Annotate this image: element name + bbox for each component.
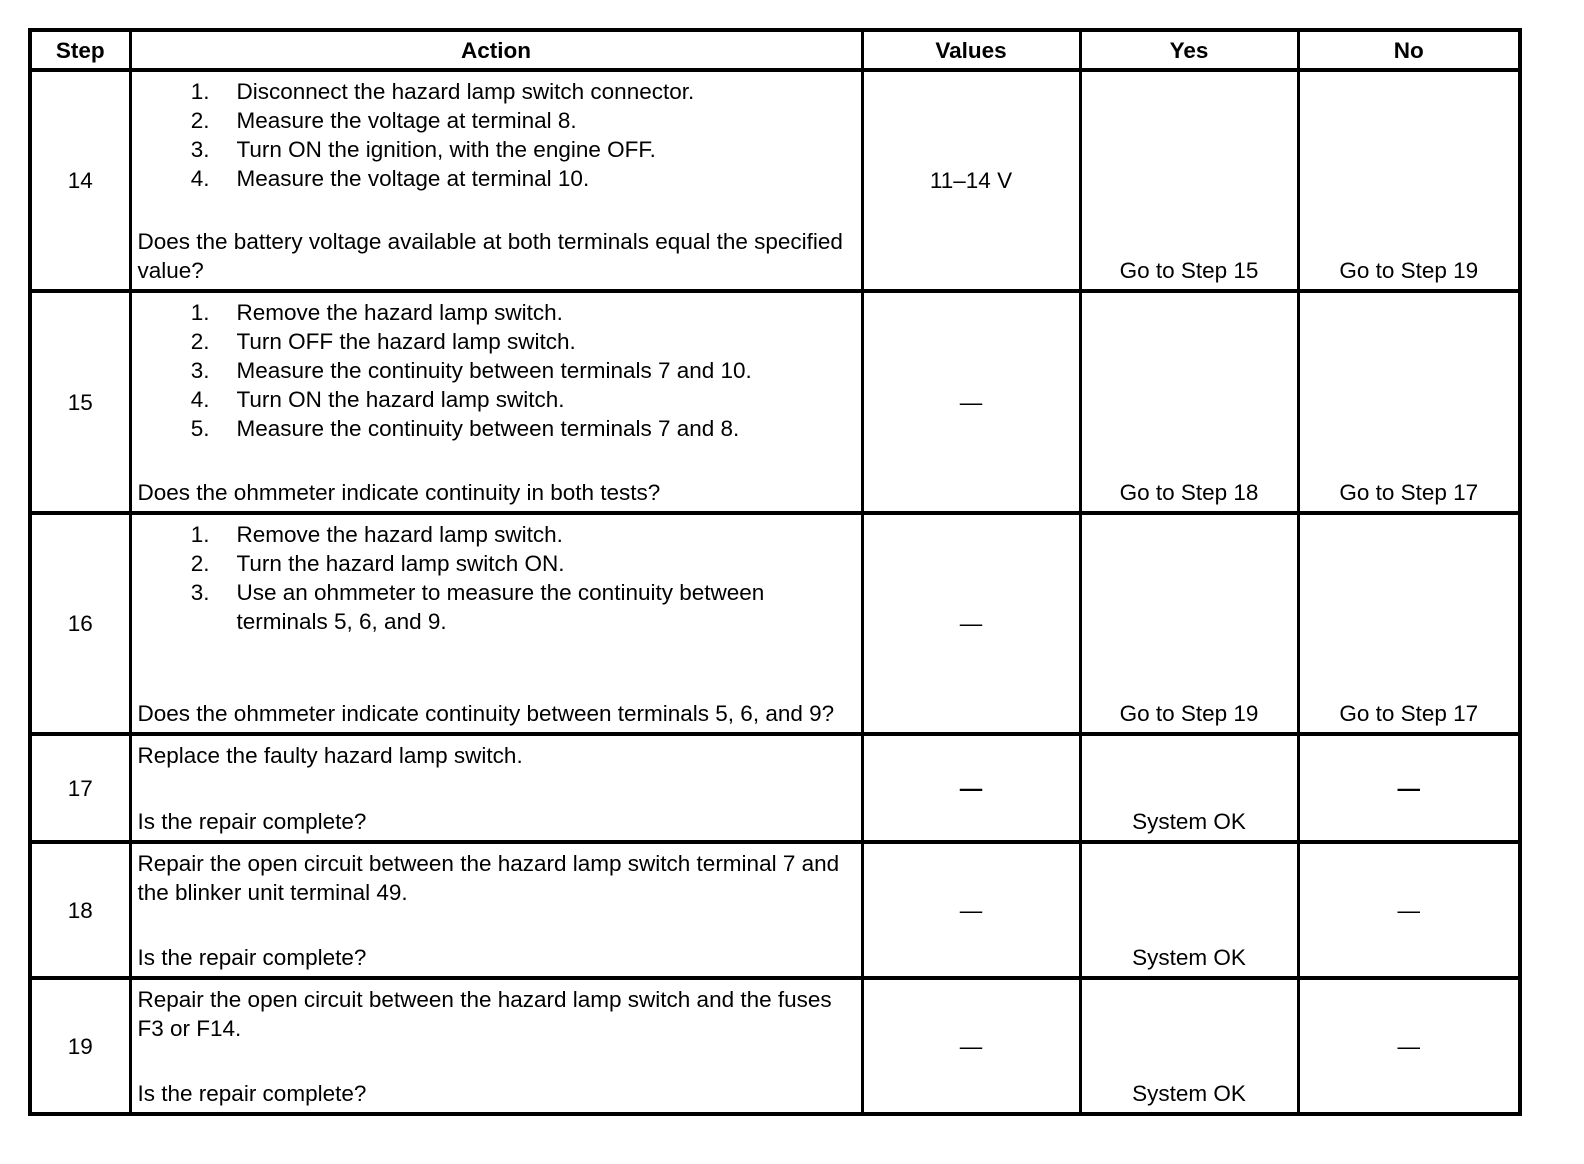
- yes-cell: System OK: [1080, 978, 1298, 1114]
- yes-cell: Go to Step 15: [1080, 70, 1298, 291]
- value-cell: —: [862, 291, 1080, 513]
- no-cell: —: [1298, 734, 1520, 842]
- header-step: Step: [30, 30, 130, 70]
- action-cell: [130, 291, 862, 513]
- no-cell: —: [1298, 842, 1520, 978]
- no-cell: Go to Step 17: [1298, 291, 1520, 513]
- list-item: 1. Remove the hazard lamp switch.: [190, 300, 563, 325]
- no-cell: Go to Step 19: [1298, 70, 1520, 291]
- step-number: 15: [30, 291, 130, 513]
- action-text: Replace the faulty hazard lamp switch.: [137, 743, 523, 768]
- step-number: 16: [30, 513, 130, 734]
- yes-cell: System OK: [1080, 734, 1298, 842]
- step-number: 19: [30, 978, 130, 1114]
- action-text: Repair the open circuit between the hazard lamp switch terminal 7 and the blinker unit terminal 49.: [137, 851, 840, 905]
- table-row: [30, 978, 1520, 1114]
- step-number: 18: [30, 842, 130, 978]
- action-question: Does the battery voltage available at both terminals equal the specified value?: [137, 229, 843, 283]
- action-cell: [130, 734, 862, 842]
- action-steps: [138, 298, 855, 443]
- value-cell: —: [862, 734, 1080, 842]
- list-item: 4. Turn ON the hazard lamp switch.: [190, 387, 565, 412]
- table-row: [30, 70, 1520, 291]
- value-cell: —: [862, 513, 1080, 734]
- table-row: [30, 513, 1520, 734]
- table-row: [30, 842, 1520, 978]
- action-question: Does the ohmmeter indicate continuity in both tests?: [137, 480, 661, 505]
- action-question: Is the repair complete?: [137, 1081, 367, 1106]
- action-steps: [138, 77, 855, 193]
- action-question: Is the repair complete?: [137, 809, 367, 834]
- diagnostic-table: [28, 28, 1522, 1116]
- list-item: 1. Disconnect the hazard lamp switch connector.: [190, 79, 695, 104]
- list-item: 2. Turn the hazard lamp switch ON.: [190, 551, 565, 576]
- list-item: 2. Measure the voltage at terminal 8.: [190, 108, 577, 133]
- action-cell: [130, 978, 862, 1114]
- action-steps: [138, 520, 855, 636]
- list-item: 3. Measure the continuity between terminals 7 and 10.: [190, 358, 752, 383]
- no-cell: —: [1298, 978, 1520, 1114]
- action-cell: [130, 513, 862, 734]
- list-item: 3. Turn ON the ignition, with the engine OFF.: [190, 137, 656, 162]
- list-item: 4. Measure the voltage at terminal 10.: [190, 166, 590, 191]
- header-yes: Yes: [1080, 30, 1298, 70]
- header-action: Action: [130, 30, 862, 70]
- action-cell: [130, 70, 862, 291]
- value-cell: —: [862, 842, 1080, 978]
- list-item: 1. Remove the hazard lamp switch.: [190, 522, 563, 547]
- value-cell: 11–14 V: [862, 70, 1080, 291]
- list-item: 3. Use an ohmmeter to measure the continuity between terminals 5, 6, and 9.: [190, 580, 765, 634]
- yes-cell: System OK: [1080, 842, 1298, 978]
- action-text: Repair the open circuit between the hazard lamp switch and the fuses F3 or F14.: [137, 987, 832, 1041]
- step-number: 14: [30, 70, 130, 291]
- table-row: [30, 291, 1520, 513]
- yes-cell: Go to Step 18: [1080, 291, 1298, 513]
- step-number: 17: [30, 734, 130, 842]
- no-cell: Go to Step 17: [1298, 513, 1520, 734]
- action-question: Does the ohmmeter indicate continuity between terminals 5, 6, and 9?: [137, 701, 835, 726]
- list-item: 2. Turn OFF the hazard lamp switch.: [190, 329, 576, 354]
- header-values: Values: [862, 30, 1080, 70]
- action-cell: [130, 842, 862, 978]
- yes-cell: Go to Step 19: [1080, 513, 1298, 734]
- action-question: Is the repair complete?: [137, 945, 367, 970]
- table-row: [30, 734, 1520, 842]
- header-row: [30, 30, 1520, 70]
- list-item: 5. Measure the continuity between terminals 7 and 8.: [190, 416, 740, 441]
- value-cell: —: [862, 978, 1080, 1114]
- header-no: No: [1298, 30, 1520, 70]
